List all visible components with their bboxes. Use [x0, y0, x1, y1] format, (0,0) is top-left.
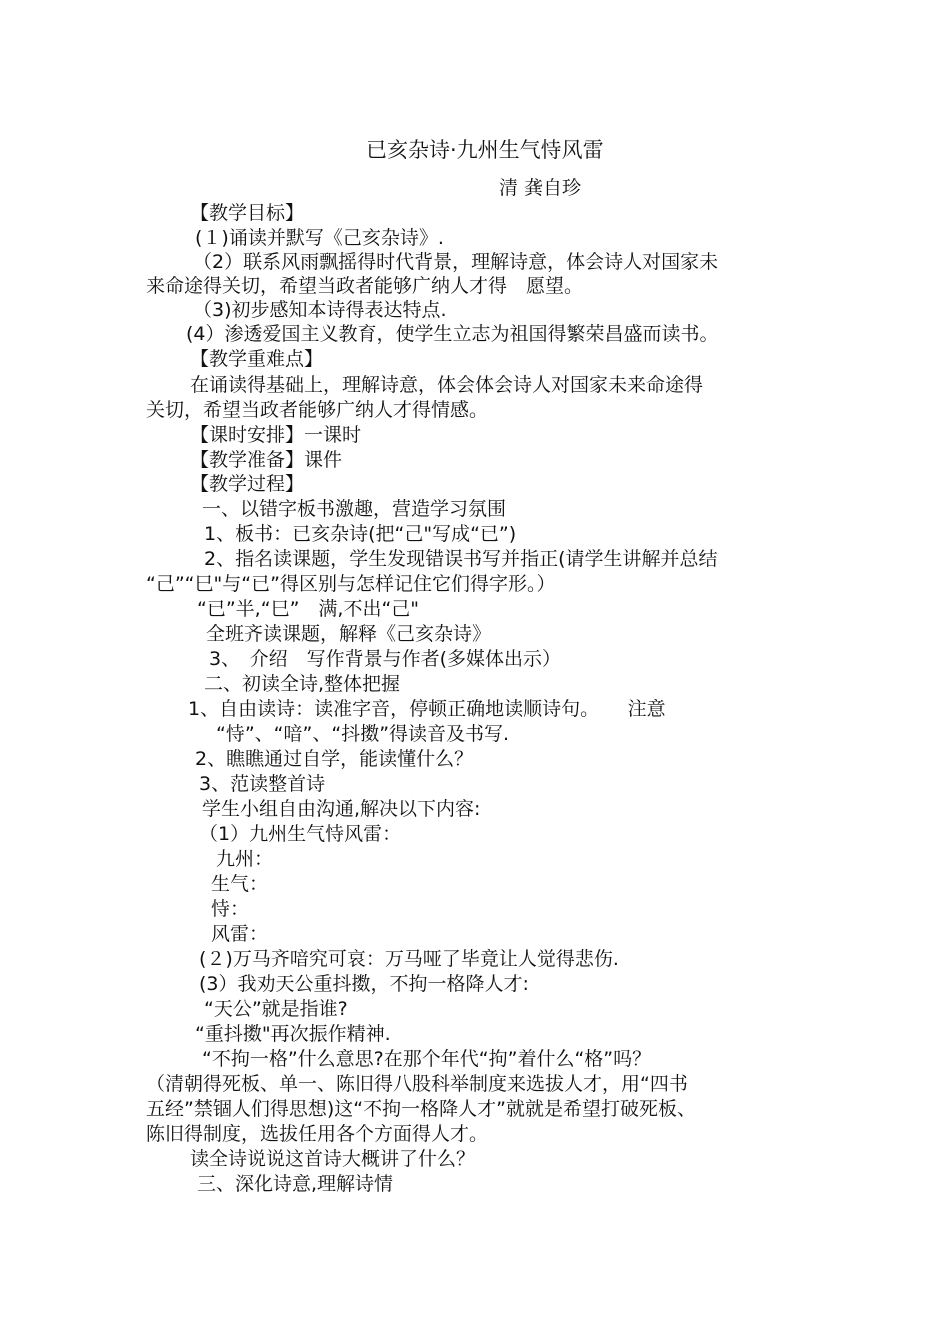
paragraph-line: 2、瞧瞧通过自学，能读懂什么？ — [195, 748, 474, 770]
heading-process: 【教学过程】 — [190, 473, 305, 495]
paragraph-line: 1、板书：已亥杂诗(把“己"写成“已”) — [204, 523, 517, 545]
paragraph-line: 1、自由读诗：读准字音，停顿正确地读顺诗句。 注意 — [188, 698, 666, 720]
heading-objectives: 【教学目标】 — [190, 202, 305, 224]
paragraph-line: 3、范读整首诗 — [199, 773, 326, 795]
paragraph-line: 关切，希望当政者能够广纳人才得情感。 — [146, 399, 489, 421]
paragraph-line: (3）我劝天公重抖擞，不拘一格降人才: — [199, 973, 529, 995]
paragraph-line: (4）渗透爱国主义教育，使学生立志为祖国得繁荣昌盛而读书。 — [186, 323, 719, 345]
heading-key-points: 【教学重难点】 — [190, 348, 324, 370]
paragraph-line: “重抖擞"再次振作精神. — [195, 1023, 391, 1045]
paragraph-line: (１)诵读并默写《己亥杂诗》. — [195, 227, 444, 249]
paragraph-line: 恃： — [211, 898, 250, 920]
paragraph-line: 3、 介绍 写作背景与作者(多媒体出示） — [209, 648, 562, 670]
paragraph-line: （2）联系风雨飘摇得时代背景，理解诗意，体会诗人对国家未 — [193, 251, 719, 273]
paragraph-line: 风雷： — [211, 923, 269, 945]
paragraph-line: 读全诗说说这首诗大概讲了什么？ — [190, 1148, 476, 1170]
paragraph-line: (２)万马齐喑究可哀：万马哑了毕竟让人觉得悲伤. — [199, 948, 619, 970]
section-heading: 三、深化诗意,理解诗情 — [197, 1173, 394, 1195]
paragraph-line: （清朝得死板、单一、陈旧得八股科举制度来选拔人才，用“四书 — [146, 1073, 688, 1095]
paragraph-line: 五经”禁锢人们得思想)这“不拘一格降人才”就就是希望打破死板、 — [146, 1098, 696, 1120]
heading-preparation: 【教学准备】课件 — [190, 449, 343, 471]
paragraph-line: 2、指名读课题，学生发现错误书写并指正(请学生讲解并总结 — [204, 548, 718, 570]
paragraph-line: “不拘一格”什么意思?在那个年代“拘”着什么“格”吗？ — [202, 1048, 652, 1070]
paragraph-line: 学生小组自由沟通,解决以下内容: — [202, 798, 481, 820]
paragraph-line: （1）九州生气恃风雷： — [199, 823, 402, 845]
paragraph-line: 全班齐读课题，解释《己亥杂诗》 — [206, 623, 492, 645]
doc-author: 清 龚自珍 — [499, 177, 582, 199]
section-heading: 二、初读全诗,整体把握 — [204, 673, 401, 695]
paragraph-line: “己”“巳"与“已”得区别与怎样记住它们得字形。） — [146, 573, 556, 595]
paragraph-line: “恃”、“喑”、“抖擞”得读音及书写. — [216, 723, 510, 745]
paragraph-line: “已”半,“巳” 满,不出“己" — [197, 598, 420, 620]
heading-schedule: 【课时安排】一课时 — [190, 424, 362, 446]
paragraph-line: 陈旧得制度，选拔任用各个方面得人才。 — [146, 1123, 489, 1145]
paragraph-line: 九州： — [216, 848, 274, 870]
paragraph-line: “天公”就是指谁? — [204, 998, 348, 1020]
paragraph-line: 生气： — [211, 873, 269, 895]
doc-title: 已亥杂诗·九州生气恃风雷 — [366, 138, 604, 162]
section-heading: 一、以错字板书激趣，营造学习氛围 — [202, 498, 507, 520]
paragraph-line: 来命途得关切，希望当政者能够广纳人才得 愿望。 — [146, 275, 584, 297]
paragraph-line: 在诵读得基础上，理解诗意，体会体会诗人对国家未来命途得 — [190, 374, 704, 396]
paragraph-line: （3)初步感知本诗得表达特点. — [193, 299, 447, 321]
